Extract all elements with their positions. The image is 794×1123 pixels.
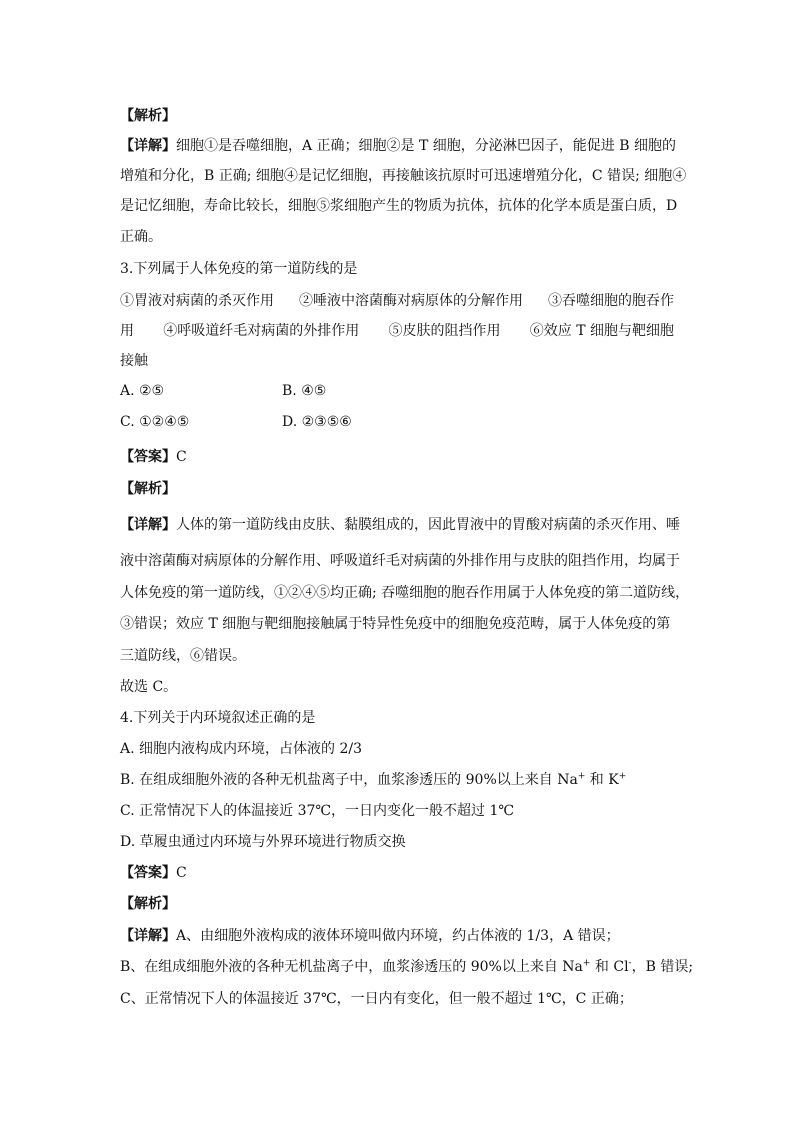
q4-answer-line [120, 862, 187, 882]
q3-answer: C [176, 449, 187, 465]
q2-detail-line-3: 是记忆细胞，寿命比较长，细胞⑤浆细胞产生的物质为抗体，抗体的化学本质是蛋白质，D [120, 198, 678, 214]
q4-detail-b [120, 956, 693, 976]
q3-detail-line-4: ③错误；效应 T 细胞与靶细胞接触属于特异性免疫中的细胞免疫范畴，属于人体免疫的第 [120, 616, 671, 632]
q4-detail-b-mid: 和 Cl [590, 959, 629, 975]
q3-option-b: B. ④⑤ [282, 383, 327, 399]
q4-detail-b-sup-2: - [628, 958, 632, 969]
q4-detail-b-text: B、在组成细胞外液的各种无机盐离子中，血浆渗透压的 90%以上来自 Na [120, 959, 583, 975]
q3-option-d: D. ②③⑤⑥ [282, 414, 352, 430]
q3-item-4: ④呼吸道纤毛对病菌的外排作用 [163, 323, 360, 339]
q3-detail-line-3: 人体免疫的第一道防线，①②④⑤均正确; 吞噬细胞的胞吞作用属于人体免疫的第二道防线， [120, 585, 690, 601]
q4-stem: 4.下列关于内环境叙述正确的是 [120, 710, 316, 726]
q4-detail-b-sup-1: + [582, 958, 591, 969]
q3-detail-line-1 [120, 514, 680, 534]
q3-detail-label: 【详解】 [120, 517, 176, 533]
q3-item-1: ①胃液对病菌的杀灭作用 [120, 293, 274, 309]
q4-option-b-sup-1: + [577, 771, 586, 782]
q4-detail-a-text: A、由细胞外液构成的液体环境叫做内环境，约占体液的 1/3，A 错误； [176, 928, 620, 944]
q3-detail-line-2: 液中溶菌酶对病原体的分解作用、呼吸道纤毛对病菌的外排作用与皮肤的阻挡作用，均属于 [120, 553, 680, 569]
q2-detail-line-2: 增殖和分化，B 正确; 细胞④是记忆细胞，再接触该抗原时可迅速增殖分化，C 错误; 细胞④ [120, 168, 687, 184]
q4-answer: C [176, 865, 187, 881]
q3-detail-line-5: 三道防线，⑥错误。 [120, 648, 246, 664]
q4-analysis-label: 【解析】 [120, 896, 176, 912]
q4-option-c: C. 正常情况下人的体温接近 37℃，一日内变化一般不超过 1℃ [120, 803, 515, 819]
q4-detail-b-post: ，B 错误; [631, 959, 694, 975]
q4-option-d: D. 草履虫通过内环境与外界环境进行物质交换 [120, 834, 406, 850]
q2-detail-line-4: 正确。 [120, 229, 162, 245]
q3-stem: 3.下列属于人体免疫的第一道防线的是 [120, 261, 358, 277]
q3-answer-label: 【答案】 [120, 449, 176, 465]
q2-detail-text: 细胞①是吞噬细胞，A 正确；细胞②是 T 细胞，分泌淋巴因子，能促进 B 细胞的 [176, 138, 676, 154]
q2-detail-label: 【详解】 [120, 138, 176, 154]
q4-option-b-mid: 和 K [585, 772, 619, 788]
q4-answer-label: 【答案】 [120, 865, 176, 881]
q3-analysis-label: 【解析】 [120, 481, 176, 497]
q3-item-3-cont: 用 [120, 323, 134, 339]
q4-detail-a [120, 925, 620, 945]
q3-option-c: C. ①②④⑤ [120, 414, 190, 430]
q4-detail-c: C、正常情况下人的体温接近 37℃，一日内有变化，但一般不超过 1℃，C 正确； [120, 991, 633, 1007]
q4-option-b-text: B. 在组成细胞外液的各种无机盐离子中，血浆渗透压的 90%以上来自 Na [120, 772, 578, 788]
q4-option-a: A. 细胞内液构成内环境，占体液的 2/3 [120, 741, 362, 757]
q3-item-2: ②唾液中溶菌酶对病原体的分解作用 [299, 293, 523, 309]
q3-conclusion: 故选 C。 [120, 679, 178, 695]
q4-option-b [120, 769, 626, 789]
q3-option-a: A. ②⑤ [120, 383, 165, 399]
q2-analysis-label: 【解析】 [120, 108, 176, 124]
q3-item-3: ③吞噬细胞的胞吞作 [548, 293, 674, 309]
q3-item-5: ⑤皮肤的阻挡作用 [388, 323, 501, 339]
q3-answer-line [120, 446, 187, 466]
q4-option-b-sup-2: + [618, 771, 627, 782]
q4-detail-label: 【详解】 [120, 928, 176, 944]
q3-detail-text: 人体的第一道防线由皮肤、黏膜组成的，因此胃液中的胃酸对病菌的杀灭作用、唾 [176, 517, 680, 533]
q3-items-line-3: 接触 [120, 353, 148, 369]
q3-items-line-1 [120, 290, 674, 310]
q3-items-line-2 [120, 320, 674, 340]
q3-item-6: ⑥效应 T 细胞与靶细胞 [529, 323, 674, 339]
q2-detail-line-1 [120, 135, 676, 155]
